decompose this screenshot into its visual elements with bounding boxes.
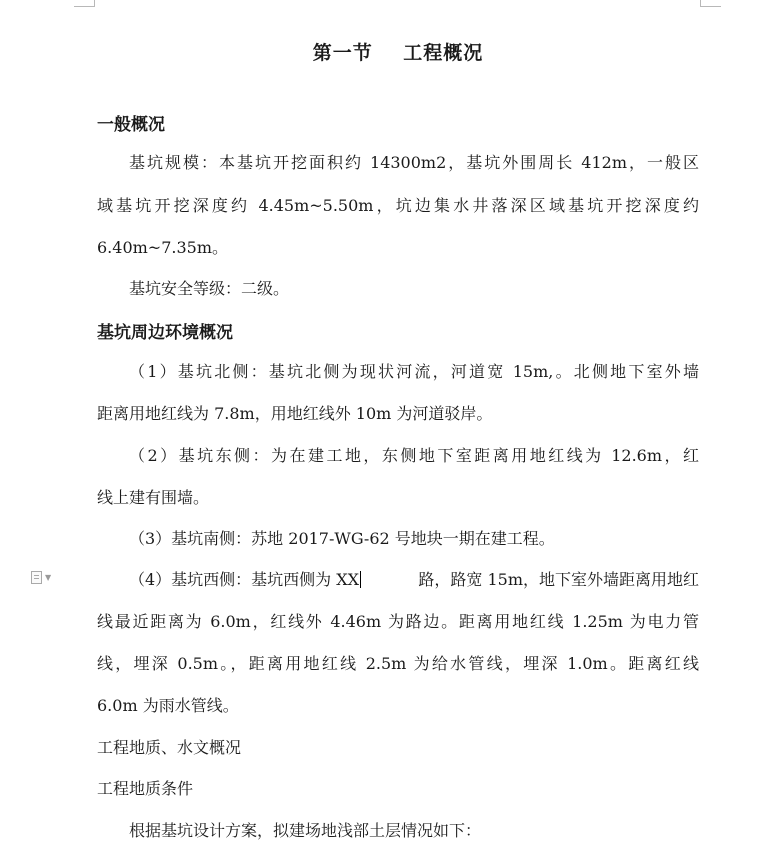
text-cursor [360, 571, 361, 588]
paragraph-line: 距离用地红线为 7.8m，用地红线外 10m 为河道驳岸。 [97, 404, 493, 423]
line-segment: 路，路宽 15m，地下室外墙距离用地红 [418, 570, 699, 589]
subheading-geology-conditions: 工程地质条件 [97, 779, 194, 798]
section-title: 第一节 工程概况 [312, 42, 484, 64]
page-corner-mark-left [74, 0, 95, 7]
paragraph-line: 6.40m~7.35m。 [97, 238, 229, 257]
paragraph-line: 线最近距离为 6.0m，红线外 4.46m 为路边。距离用地红线 1.25m 为电力管 [97, 612, 699, 631]
paragraph-line: （3）基坑南侧：苏地 2017-WG-62 号地块一期在建工程。 [129, 529, 555, 548]
document-icon [31, 571, 42, 584]
subheading-geology-hydrology: 工程地质、水文概况 [97, 738, 242, 757]
paragraph-line: 域基坑开挖深度约 4.45m~5.50m，坑边集水井落深区域基坑开挖深度约 [97, 196, 699, 215]
paragraph-line: 根据基坑设计方案，拟建场地浅部土层情况如下： [129, 821, 482, 840]
paragraph-line: （2）基坑东侧：为在建工地，东侧地下室距离用地红线为 12.6m，红 [129, 446, 699, 465]
line-segment: （4）基坑西侧：基坑西侧为 XX [129, 570, 360, 589]
paragraph-line: 基坑规模：本基坑开挖面积约 14300m2，基坑外围周长 412m，一般区 [129, 153, 699, 172]
paragraph-line: （1）基坑北侧：基坑北侧为现状河流，河道宽 15m,。北侧地下室外墙 [129, 362, 699, 381]
chevron-down-icon: ▼ [45, 572, 52, 582]
paragraph-line: 线上建有围墙。 [97, 488, 210, 507]
heading-general-overview: 一般概况 [97, 115, 165, 135]
paragraph-line: 基坑安全等级：二级。 [129, 279, 290, 298]
paragraph-options-icon[interactable] [31, 570, 57, 584]
paragraph-line: 线，埋深 0.5m。，距离用地红线 2.5m 为给水管线，埋深 1.0m。距离红线 [97, 654, 699, 673]
paragraph-line [129, 567, 699, 590]
heading-surroundings: 基坑周边环境概况 [97, 323, 233, 343]
paragraph-line: 6.0m 为雨水管线。 [97, 696, 239, 715]
page-corner-mark-right [700, 0, 721, 7]
